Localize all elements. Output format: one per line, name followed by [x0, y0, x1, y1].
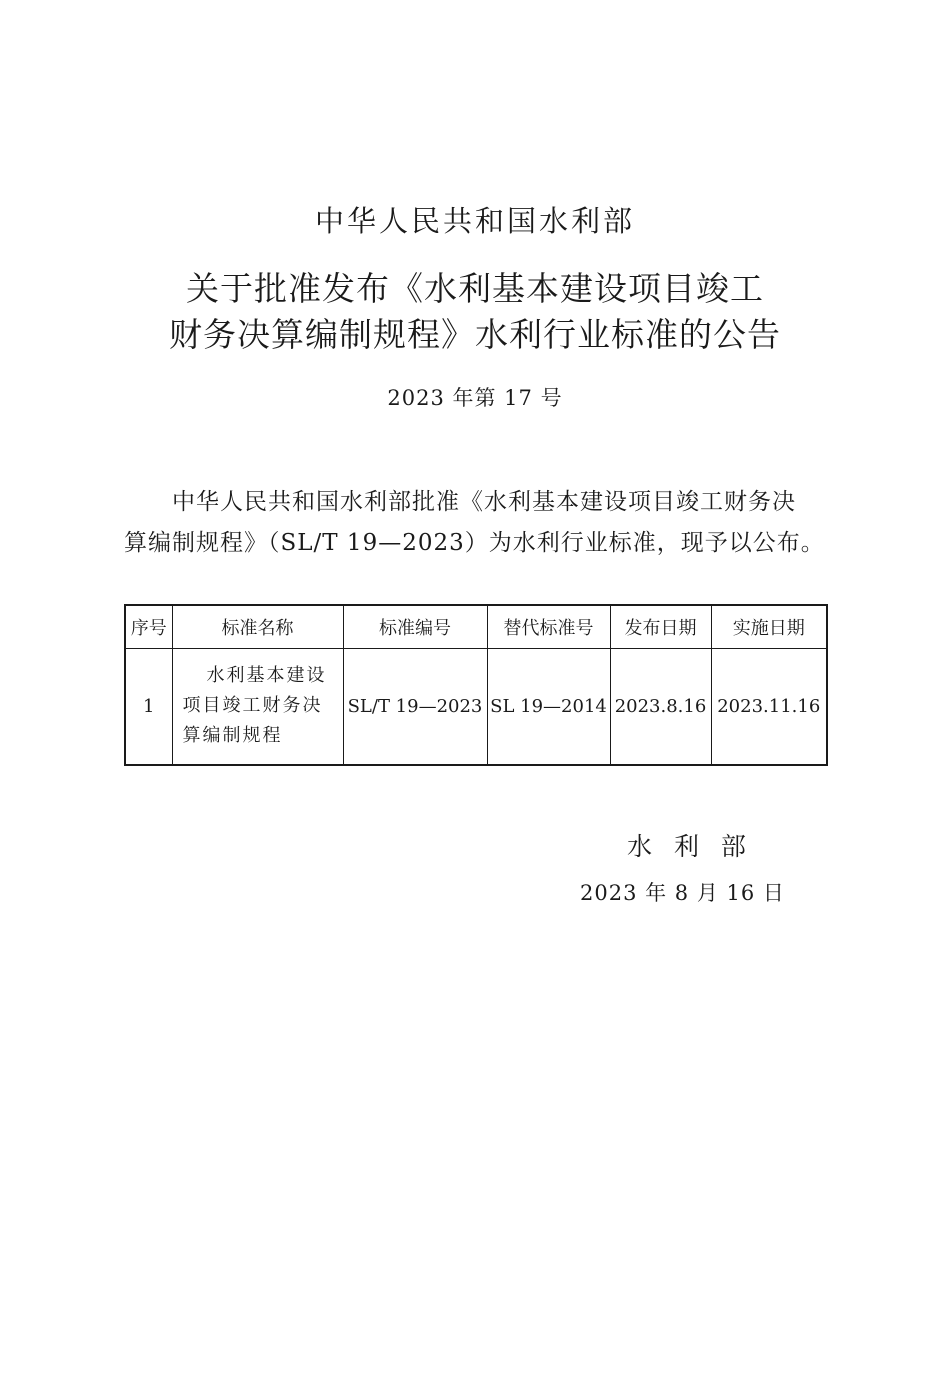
- column-header-release-date: 发布日期: [610, 605, 711, 648]
- cell-standard-name: [172, 648, 343, 765]
- table-header-row: [125, 605, 827, 648]
- announcement-title-line-2: 财务决算编制规程》水利行业标准的公告: [169, 315, 781, 354]
- signature-org: 水 利 部: [627, 832, 753, 861]
- standards-table: [124, 604, 828, 766]
- table-row: [125, 648, 827, 765]
- cell-effective-date: 2023.11.16: [711, 648, 827, 765]
- body-paragraph-line-1: 中华人民共和国水利部批准《水利基本建设项目竣工财务决: [172, 489, 796, 515]
- standard-name-line: 项目竣工财务决: [182, 695, 323, 717]
- column-header-name: 标准名称: [172, 605, 343, 648]
- cell-replaces-code: SL 19—2014: [487, 648, 610, 765]
- announcement-title-line-1: 关于批准发布《水利基本建设项目竣工: [186, 269, 764, 308]
- document-number: 2023 年第 17 号: [387, 386, 563, 410]
- standard-name-line: 算编制规程: [182, 725, 283, 747]
- cell-standard-code: SL/T 19—2023: [343, 648, 487, 765]
- column-header-replaces: 替代标准号: [487, 605, 610, 648]
- column-header-seq: 序号: [125, 605, 172, 648]
- column-header-effective-date: 实施日期: [711, 605, 827, 648]
- ministry-name: 中华人民共和国水利部: [314, 204, 635, 238]
- cell-release-date: 2023.8.16: [610, 648, 711, 765]
- cell-seq: 1: [125, 648, 172, 765]
- signature-date: 2023 年 8 月 16 日: [580, 881, 785, 905]
- body-paragraph-line-2: 算编制规程》（SL/T 19—2023）为水利行业标准，现予以公布。: [124, 530, 825, 556]
- column-header-code: 标准编号: [343, 605, 487, 648]
- standard-name-line: 水利基本建设: [206, 665, 327, 687]
